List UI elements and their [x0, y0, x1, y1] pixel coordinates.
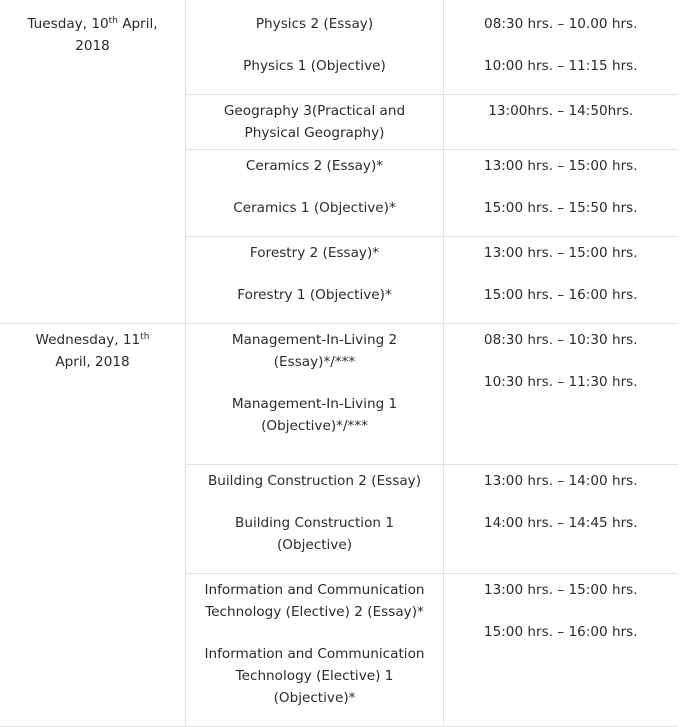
paper-name: Physics 1 (Objective) — [243, 58, 386, 74]
time-cell — [444, 95, 678, 150]
paper-cell — [186, 0, 444, 95]
time-slot: 15:00 hrs. – 16:00 hrs. — [483, 287, 638, 303]
date-cell: Tuesday, 10th April, 2018 — [0, 0, 186, 324]
time-slot: 14:00 hrs. – 14:45 hrs. — [483, 515, 638, 531]
paper-cell — [186, 324, 444, 465]
paper-name: Geography 3(Practical and Physical Geography) — [223, 103, 406, 141]
time-cell — [444, 574, 678, 727]
time-slot: 13:00 hrs. – 15:00 hrs. — [483, 582, 638, 598]
time-cell — [444, 237, 678, 324]
time-slot: 10:30 hrs. – 11:30 hrs. — [483, 374, 638, 390]
paper-cell — [186, 150, 444, 237]
paper-cell — [186, 237, 444, 324]
paper-name: Information and Communication Technology (Elective) 1 (Objective)* — [204, 646, 425, 706]
paper-cell — [186, 95, 444, 150]
paper-name: Building Construction 2 (Essay) — [207, 473, 422, 489]
time-cell — [444, 324, 678, 465]
time-slot: 10:00 hrs. – 11:15 hrs. — [483, 58, 638, 74]
paper-name: Physics 2 (Essay) — [255, 16, 374, 32]
time-slot: 08:30 hrs. – 10.00 hrs. — [484, 16, 638, 32]
paper-name: Ceramics 2 (Essay)* — [245, 158, 384, 174]
paper-name: Forestry 2 (Essay)* — [249, 245, 380, 261]
time-slot: 13:00hrs. – 14:50hrs. — [488, 103, 634, 119]
table-row — [0, 0, 678, 95]
date-cell: Wednesday, 11th April, 2018 — [0, 324, 186, 727]
time-slot: 15:00 hrs. – 16:00 hrs. — [483, 624, 638, 640]
paper-name: Ceramics 1 (Objective)* — [233, 200, 396, 216]
paper-name: Building Construction 1 (Objective) — [235, 515, 394, 553]
time-slot: 08:30 hrs. – 10:30 hrs. — [483, 332, 638, 348]
time-cell — [444, 465, 678, 574]
table-row — [0, 324, 678, 465]
time-slot: 13:00 hrs. – 14:00 hrs. — [483, 473, 638, 489]
paper-name: Management-In-Living 2 (Essay)*/*** — [231, 332, 398, 370]
paper-name: Management-In-Living 1 (Objective)*/*** — [231, 396, 398, 434]
time-slot: 15:00 hrs. – 15:50 hrs. — [483, 200, 638, 216]
time-cell — [444, 0, 678, 95]
paper-cell — [186, 574, 444, 727]
time-slot: 13:00 hrs. – 15:00 hrs. — [483, 158, 638, 174]
time-cell — [444, 150, 678, 237]
paper-name: Information and Communication Technology (Elective) 2 (Essay)* — [204, 582, 425, 620]
paper-name: Forestry 1 (Objective)* — [237, 287, 392, 303]
paper-cell — [186, 465, 444, 574]
time-slot: 13:00 hrs. – 15:00 hrs. — [483, 245, 638, 261]
